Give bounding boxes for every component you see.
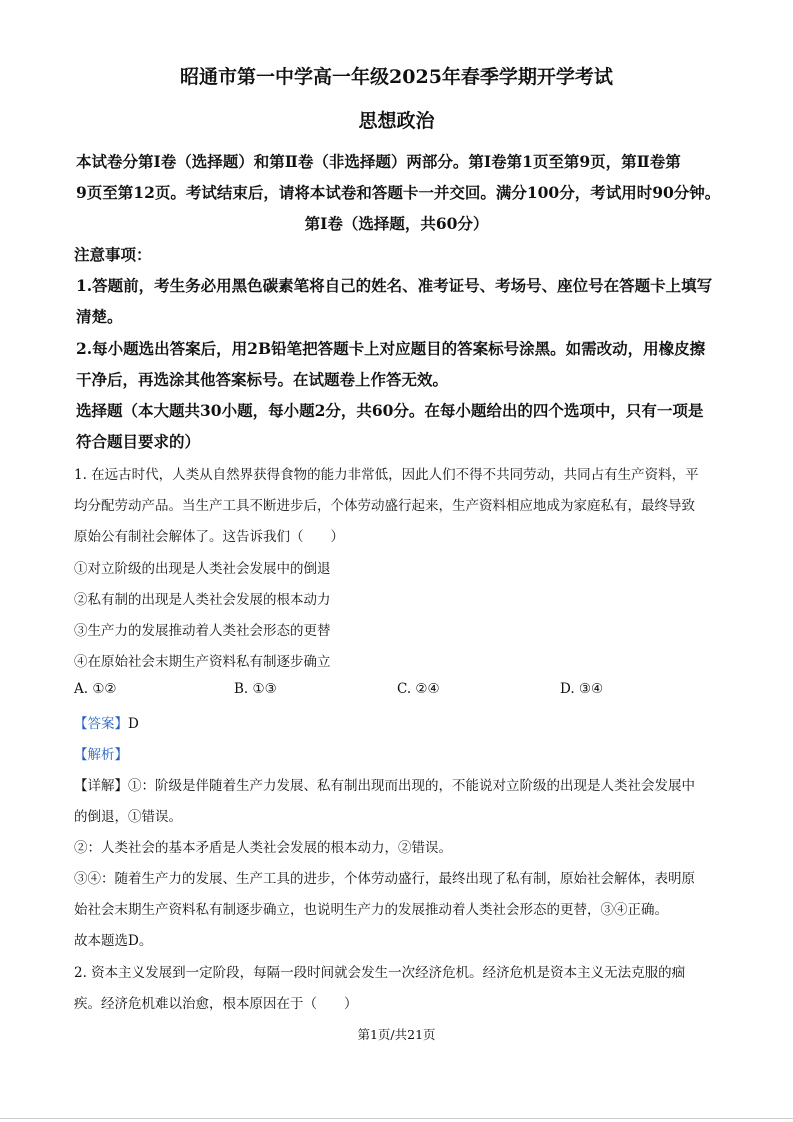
intro-line-2: 9页至第12页。考试结束后，请将本试卷和答题卡一并交回。满分100分，考试用时90分钟。	[76, 183, 721, 202]
q1-detail-1-line-1: 【详解】①：阶级是伴随着生产力发展、私有制出现而出现的，不能说对立阶级的出现是人类社会发展中	[74, 778, 695, 794]
q1-detail-2: ②：人类社会的基本矛盾是人类社会发展的根本动力，②错误。	[74, 840, 452, 856]
q1-stem-line-3: 原始公有制社会解体了。这告诉我们（ ）	[74, 529, 344, 545]
q1-statement-1: ①对立阶级的出现是人类社会发展中的倒退	[74, 561, 331, 577]
q1-answer	[74, 712, 139, 732]
note-2-line-1: 2.每小题选出答案后，用2B铅笔把答题卡上对应题目的答案标号涂黑。如需改动，用橡皮擦	[76, 339, 706, 358]
q1-option-d: D. ③④	[560, 681, 604, 697]
q1-detail-1-line-2: 的倒退，①错误。	[74, 809, 182, 825]
q1-option-a: A. ①②	[74, 681, 117, 697]
bottom-divider	[0, 1118, 793, 1119]
q1-option-c: C. ②④	[397, 681, 440, 697]
notes-heading: 注意事项：	[74, 245, 152, 264]
q1-conclusion: 故本题选D。	[74, 933, 153, 949]
q2-stem-line-2: 疾。经济危机难以治愈，根本原因在于（ ）	[74, 996, 358, 1012]
q2-stem-line-1: 2. 资本主义发展到一定阶段，每隔一段时间就会发生一次经济危机。经济危机是资本主义无法克服的痼	[74, 965, 686, 981]
note-1-line-1: 1.答题前，考生务必用黑色碳素笔将自己的姓名、准考证号、考场号、座位号在答题卡上填写	[76, 276, 713, 295]
q1-option-b: B. ①③	[234, 681, 277, 697]
q1-statement-3: ③生产力的发展推动着人类社会形态的更替	[74, 623, 331, 639]
note-1-line-2: 清楚。	[76, 307, 123, 326]
section-heading: 第Ⅰ卷（选择题，共60分）	[304, 214, 489, 233]
answer-tag: 【答案】	[74, 716, 128, 732]
subject-title: 思想政治	[358, 110, 435, 132]
q1-statement-4: ④在原始社会末期生产资料私有制逐步确立	[74, 654, 331, 670]
answer-value: D	[128, 716, 139, 732]
q1-stem-line-1: 1. 在远古时代，人类从自然界获得食物的能力非常低，因此人们不得不共同劳动，共同占有生产资料，平	[74, 467, 699, 483]
q1-detail-3-line-1: ③④：随着生产力的发展、生产工具的进步，个体劳动盛行，最终出现了私有制，原始社会解体，表明原	[74, 871, 695, 887]
intro-line-1: 本试卷分第Ⅰ卷（选择题）和第Ⅱ卷（非选择题）两部分。第Ⅰ卷第1页至第9页，第Ⅱ卷第	[76, 152, 681, 171]
note-2-line-2: 干净后，再选涂其他答案标号。在试题卷上作答无效。	[76, 370, 449, 389]
q1-detail-3-line-2: 始社会末期生产资料私有制逐步确立，也说明生产力的发展推动着人类社会形态的更替，③④正确。	[74, 902, 668, 918]
page-number: 第1页/共21页	[357, 1027, 436, 1042]
mc-instructions-line-1: 选择题（本大题共30小题，每小题2分，共60分。在每小题给出的四个选项中，只有一项是	[76, 401, 704, 420]
q1-stem-line-2: 均分配劳动产品。当生产工具不断进步后，个体劳动盛行起来，生产资料相应地成为家庭私有，最终导致	[74, 498, 695, 514]
q1-statement-2: ②私有制的出现是人类社会发展的根本动力	[74, 592, 331, 608]
mc-instructions-line-2: 符合题目要求的）	[76, 432, 201, 451]
page-title: 昭通市第一中学高一年级2025年春季学期开学考试	[180, 66, 613, 88]
analysis-tag: 【解析】	[74, 747, 128, 763]
